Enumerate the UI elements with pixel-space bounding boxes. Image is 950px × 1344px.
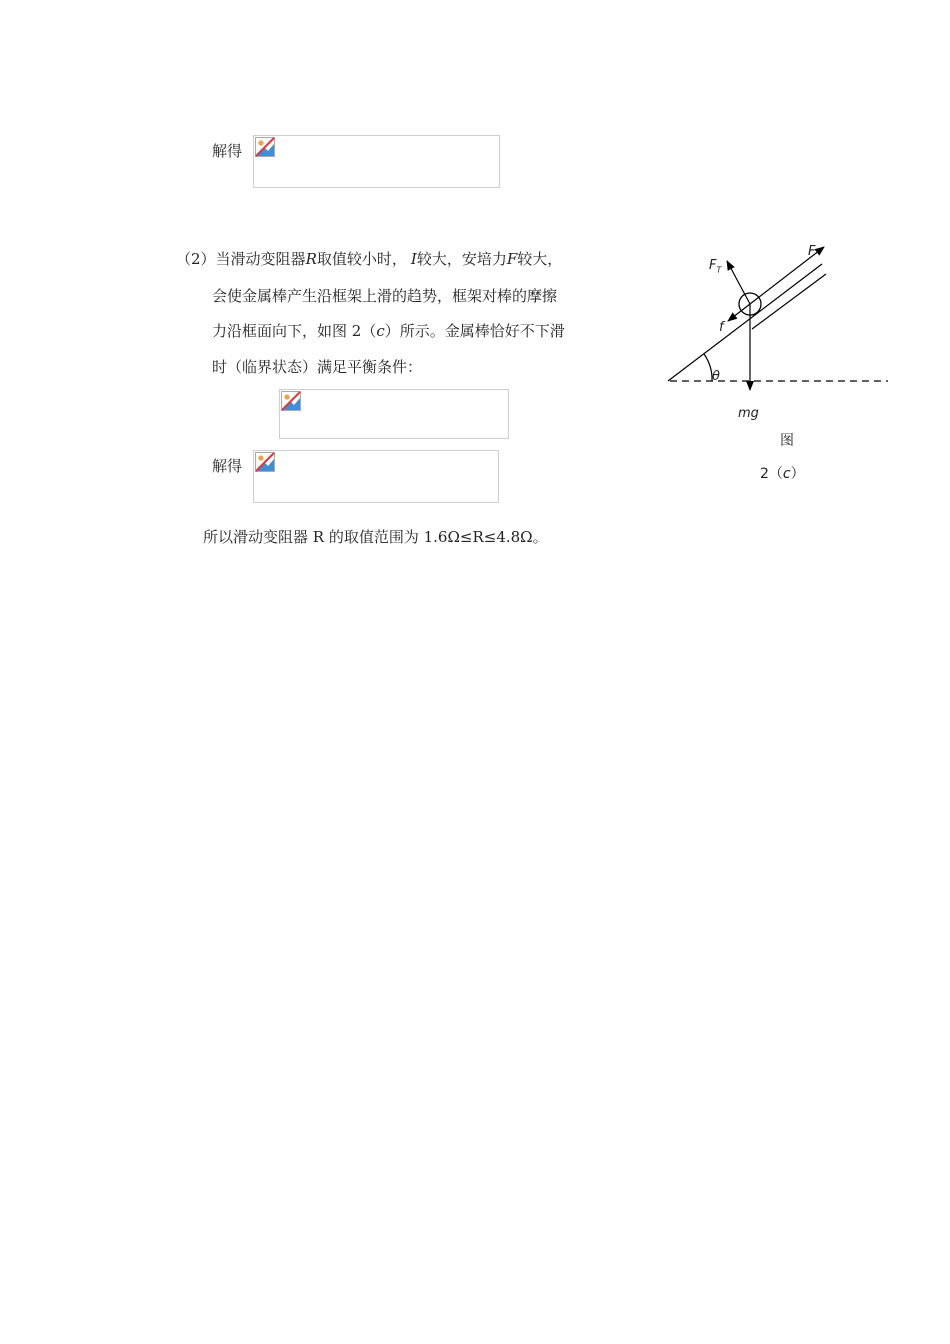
- equation-image-placeholder-top: [253, 135, 500, 188]
- text-segment: ）所示。金属棒恰好不下滑: [384, 322, 565, 340]
- variable-i: I: [410, 250, 417, 268]
- equation-image-placeholder-part2: [253, 450, 499, 503]
- conclusion-text: 所以滑动变阻器 R 的取值范围为 1.6Ω≤R≤4.8Ω。: [203, 528, 548, 546]
- incline-rail-lower: [668, 264, 822, 381]
- figure-caption-line1: 图: [780, 433, 794, 449]
- part2-paragraph-line2: 会使金属棒产生沿框架上滑的趋势，框架对棒的摩擦: [212, 287, 558, 305]
- text-segment: 当滑动变阻器: [215, 250, 306, 268]
- part2-paragraph-line3: [212, 321, 565, 341]
- normal-force-arrow: [727, 261, 750, 304]
- part2-paragraph-line4: 时（临界状态）满足平衡条件：: [212, 358, 423, 376]
- text-segment: 取值较小时，: [316, 250, 407, 268]
- solution-label-top: 解得: [212, 142, 243, 160]
- text-segment: 较大，安培力: [416, 250, 507, 268]
- text-segment: 力沿框面向下，如图 2（: [212, 322, 377, 340]
- incline-rail-upper: [752, 274, 826, 329]
- part2-paragraph-line1: [176, 249, 562, 269]
- variable-r: R: [305, 250, 317, 268]
- solution-label-part2: 解得: [212, 457, 243, 475]
- text-segment: 较大，: [517, 250, 563, 268]
- equation-image-placeholder-balance: [279, 389, 509, 439]
- part-number: （2）: [176, 250, 216, 268]
- label-ampere-force: F: [808, 244, 816, 259]
- label-friction: f: [719, 320, 724, 335]
- broken-image-icon: [255, 452, 275, 472]
- broken-image-icon: [281, 391, 301, 411]
- variable-c: c: [376, 322, 385, 340]
- broken-image-icon: [255, 137, 275, 157]
- figure-caption-line2: 2（c）: [760, 466, 805, 482]
- angle-arc: [704, 354, 712, 381]
- force-diagram: [660, 240, 900, 430]
- variable-f: F: [506, 250, 518, 268]
- label-normal-force: $F_T$: [709, 258, 722, 275]
- label-mg: mg: [738, 406, 759, 421]
- label-theta: θ: [712, 369, 720, 384]
